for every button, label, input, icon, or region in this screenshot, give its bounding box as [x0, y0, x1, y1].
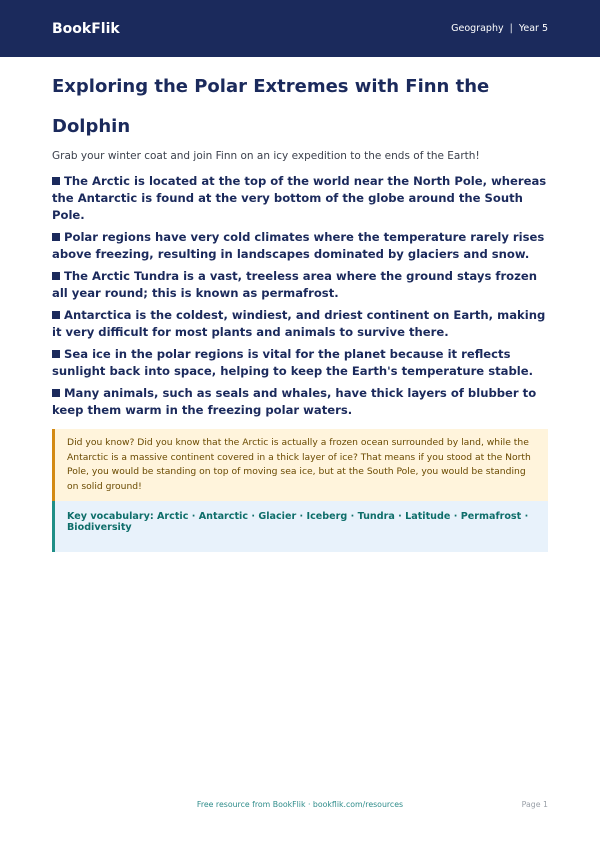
fact-text: Antarctica is the coldest, windiest, and driest continent on Earth, making it very difficult for most plants and animals to survive there. [52, 308, 546, 339]
subject-label: Geography [451, 23, 504, 34]
list-item [52, 268, 548, 302]
list-item [52, 307, 548, 341]
page-footer [0, 800, 600, 814]
fact-text: Many animals, such as seals and whales, have thick layers of blubber to keep them warm in the freezing polar waters. [52, 386, 537, 417]
header-meta [451, 23, 548, 34]
meta-separator: | [509, 23, 513, 34]
fact-text: The Arctic Tundra is a vast, treeless area where the ground stays frozen all year round; this is known as permafrost. [52, 269, 537, 300]
bullet-square-icon [52, 350, 60, 358]
intro-text: Grab your winter coat and join Finn on an icy expedition to the ends of the Earth! [52, 150, 480, 162]
page-number: Page 1 [521, 800, 548, 809]
list-item [52, 229, 548, 263]
footer-resource-link[interactable]: Free resource from BookFlik · bookflik.com/resources [196, 800, 404, 809]
list-item [52, 173, 548, 224]
bullet-square-icon [52, 233, 60, 241]
bullet-square-icon [52, 177, 60, 185]
fact-text: The Arctic is located at the top of the world near the North Pole, whereas the Antarctic is found at the very bottom of the globe around the South Pole. [52, 174, 547, 222]
year-label: Year 5 [518, 23, 548, 34]
key-vocabulary-box: Key vocabulary: Arctic · Antarctic · Glacier · Iceberg · Tundra · Latitude · Permafrost · Biodiversity [52, 501, 548, 552]
brand-logo[interactable]: BookFlik [52, 20, 120, 37]
fact-text: Sea ice in the polar regions is vital for the planet because it reflects sunlight back into space, helping to keep the Earth's temperature stable. [52, 347, 534, 378]
list-item [52, 346, 548, 380]
main-content [0, 67, 600, 552]
page-header [0, 0, 600, 57]
page-title: Exploring the Polar Extremes with Finn the Dolphin [52, 76, 490, 137]
fact-list [52, 173, 548, 419]
bullet-square-icon [52, 389, 60, 397]
fact-text: Polar regions have very cold climates where the temperature rarely rises above freezing, resulting in landscapes dominated by glaciers and snow. [52, 230, 545, 261]
list-item [52, 385, 548, 419]
bullet-square-icon [52, 311, 60, 319]
bullet-square-icon [52, 272, 60, 280]
did-you-know-callout: Did you know? Did you know that the Arctic is actually a frozen ocean surrounded by land, while the Antarctic is a massive continent covered in a thick layer of ice? That means if you stood at the North Pole, you would be standing on top of moving sea ice, but at the South Pole, you would be standing on solid ground! [52, 429, 548, 501]
